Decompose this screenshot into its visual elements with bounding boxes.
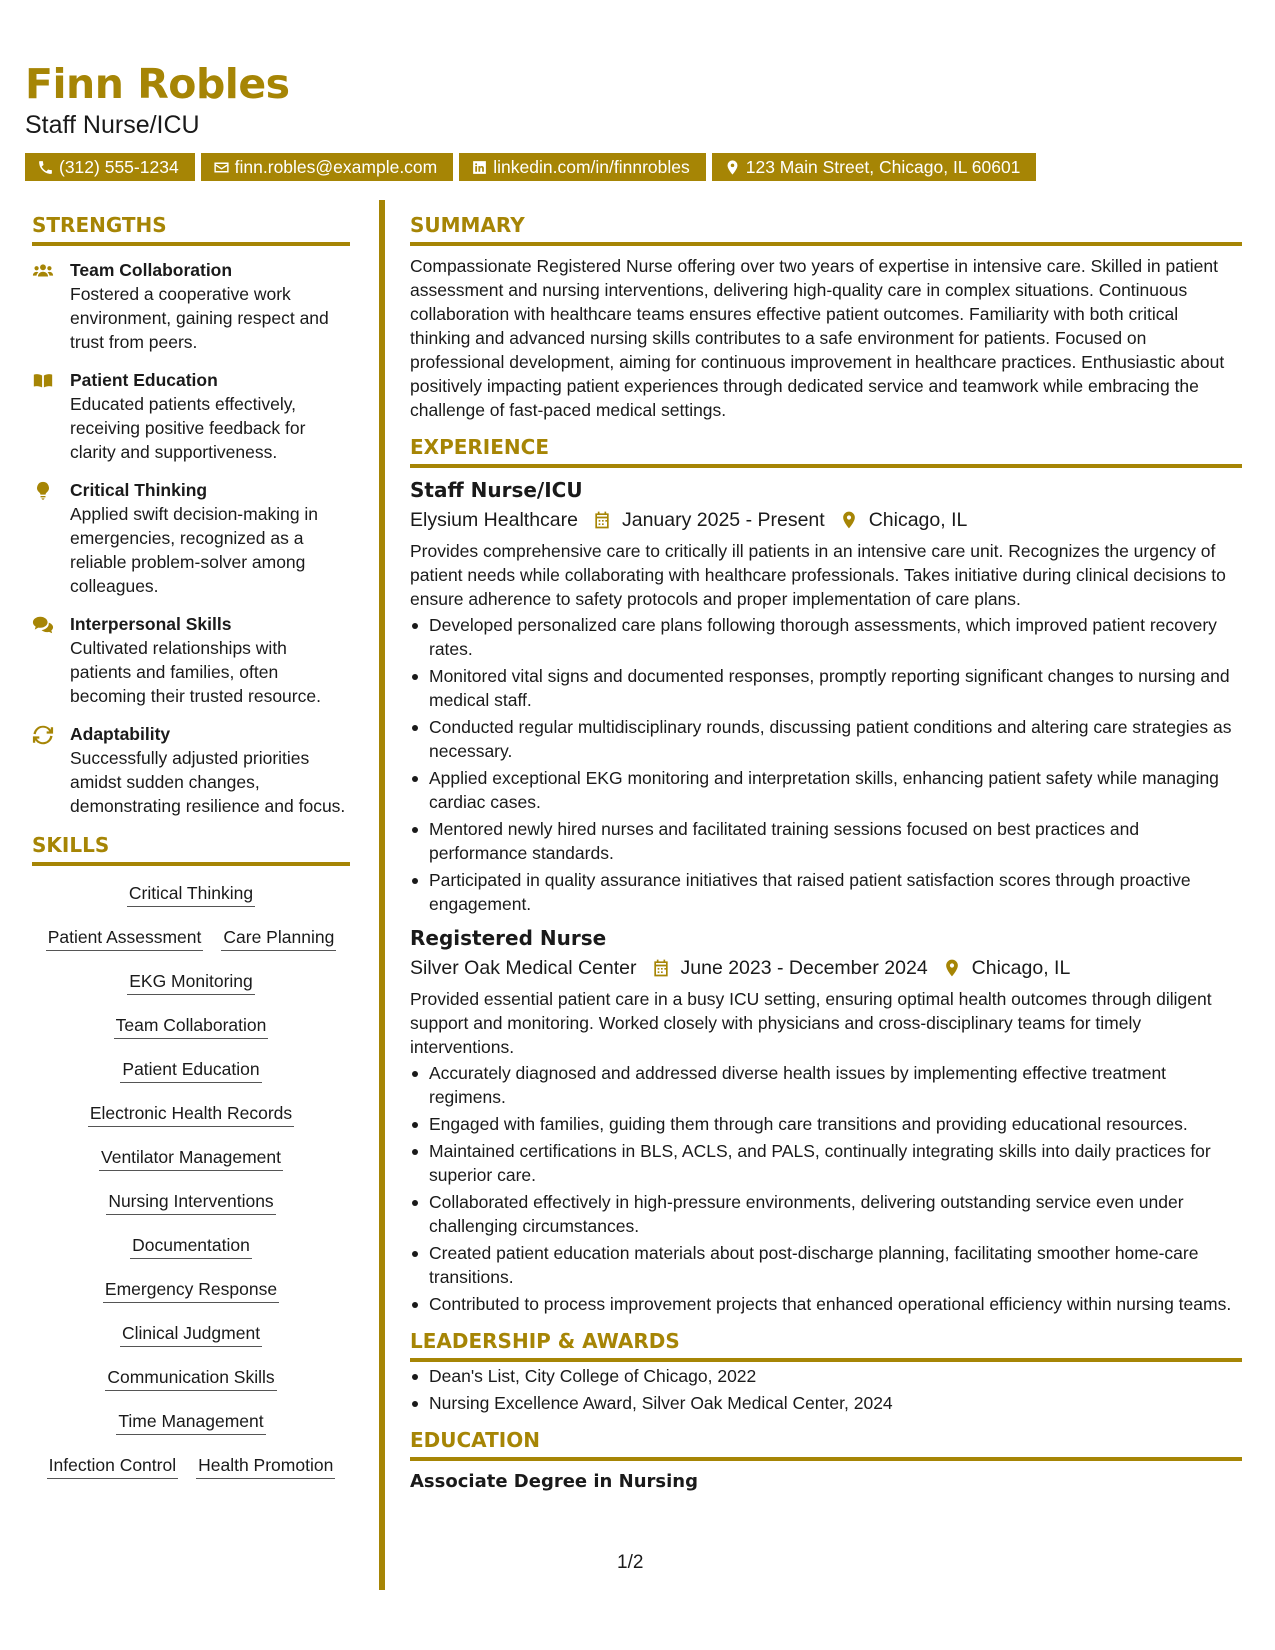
skill-tag: Team Collaboration [114, 1014, 269, 1039]
contact-address-text: 123 Main Street, Chicago, IL 60601 [745, 156, 1021, 177]
strength-desc: Applied swift decision-making in emergencies, recognized as a reliable problem-solver among colleagues. [70, 504, 319, 596]
strength-item [32, 722, 350, 818]
job-title: Registered Nurse [410, 926, 607, 950]
book-icon [32, 370, 54, 392]
map-pin-icon [724, 159, 741, 176]
strengths-heading: STRENGTHS [32, 212, 350, 246]
calendar-icon [592, 510, 612, 530]
achievement-item: Participated in quality assurance initiatives that raised patient satisfaction scores through proactive engagement. [410, 868, 1242, 916]
skill-tag: Electronic Health Records [88, 1102, 294, 1127]
candidate-title: Staff Nurse/ICU [25, 111, 200, 139]
achievement-item: Accurately diagnosed and addressed diverse health issues by implementing effective treatment regimens. [410, 1061, 1242, 1109]
achievement-item: Conducted regular multidisciplinary rounds, discussing patient conditions and altering care strategies as necessary. [410, 715, 1242, 763]
right-column [410, 212, 1242, 1495]
education-heading: EDUCATION [410, 1427, 1242, 1461]
contact-linkedin-text: linkedin.com/in/finnrobles [493, 156, 690, 177]
skills-heading: SKILLS [32, 832, 350, 866]
job-company: Elysium Healthcare [410, 509, 578, 531]
strength-item [32, 368, 350, 464]
summary-text: Compassionate Registered Nurse offering over two years of expertise in intensive care. Skilled in patient assessment and nursing interventions, delivering high-quality care in complex situations. Continuous collaboration with healthcare teams ensures effective patient outcomes. Familiarity with both critical thinking and advanced nursing skills contributes to a safe environment for patients. Focused on professional development, aiming for continuous improvement in healthcare practices. Enthusiastic about positively impacting patient experiences through dedicated service and teamwork while embracing the challenge of fast-paced medical settings. [410, 256, 1225, 420]
achievement-item: Mentored newly hired nurses and facilitated training sessions focused on best practices and performance standards. [410, 817, 1242, 865]
job-dates: June 2023 - December 2024 [680, 957, 928, 979]
skill-tag: EKG Monitoring [127, 970, 255, 995]
candidate-name: Finn Robles [25, 60, 290, 108]
job-achievements [410, 1061, 1242, 1316]
job-description: Provides comprehensive care to critically ill patients in an intensive care unit. Recognizes the urgency of patient needs while collaborating with healthcare professionals. Takes initiative during clinical decisions to ensure adherence to safety protocols and proper implementation of care plans. [410, 541, 1226, 609]
resume-header [25, 60, 1245, 181]
column-divider [379, 200, 385, 1590]
job-location: Chicago, IL [868, 509, 968, 531]
strengths-list [32, 258, 350, 818]
education-degree: Associate Degree in Nursing [410, 1471, 698, 1492]
skill-tag: Patient Assessment [46, 926, 204, 951]
award-item: Dean's List, City College of Chicago, 2022 [410, 1364, 1242, 1388]
achievement-item: Engaged with families, guiding them through care transitions and providing educational resources. [410, 1112, 1242, 1136]
achievement-item: Collaborated effectively in high-pressure environments, delivering outstanding service even under challenging circumstances. [410, 1190, 1242, 1238]
contact-phone-text: (312) 555-1234 [59, 156, 179, 177]
page-number: 1/2 [617, 1552, 644, 1573]
job-company: Silver Oak Medical Center [410, 957, 637, 979]
job-achievements [410, 613, 1242, 916]
strength-title: Adaptability [70, 724, 171, 744]
awards-list [410, 1364, 1242, 1415]
strength-desc: Fostered a cooperative work environment, gaining respect and trust from peers. [70, 284, 329, 352]
strength-title: Interpersonal Skills [70, 614, 232, 634]
skill-tag: Documentation [130, 1234, 252, 1259]
skill-tag: Clinical Judgment [120, 1322, 262, 1347]
strength-item [32, 258, 350, 354]
strength-title: Critical Thinking [70, 480, 208, 500]
achievement-item: Monitored vital signs and documented responses, promptly reporting significant changes to nursing and medical staff. [410, 664, 1242, 712]
skills-list [32, 882, 350, 1479]
strength-desc: Educated patients effectively, receiving positive feedback for clarity and supportiveness. [70, 394, 306, 462]
job-meta [410, 953, 1242, 983]
strength-desc: Cultivated relationships with patients and families, often becoming their trusted resource. [70, 638, 321, 706]
skill-tag: Emergency Response [103, 1278, 279, 1303]
achievement-item: Applied exceptional EKG monitoring and interpretation skills, enhancing patient safety while managing cardiac cases. [410, 766, 1242, 814]
skill-tag: Health Promotion [196, 1454, 335, 1479]
summary-heading: SUMMARY [410, 212, 1242, 246]
contact-phone[interactable] [25, 153, 195, 181]
contact-linkedin[interactable] [459, 153, 706, 181]
envelope-icon [213, 159, 230, 176]
comments-icon [32, 614, 54, 636]
job-description: Provided essential patient care in a busy ICU setting, ensuring optimal health outcomes through diligent support and monitoring. Worked closely with physicians and cross-disciplinary teams for timely interventions. [410, 989, 1212, 1057]
job-title: Staff Nurse/ICU [410, 478, 583, 502]
contact-bar [25, 153, 1245, 181]
achievement-item: Contributed to process improvement projects that enhanced operational efficiency within nursing teams. [410, 1292, 1242, 1316]
linkedin-icon [471, 159, 488, 176]
contact-email-text: finn.robles@example.com [234, 156, 438, 177]
skill-tag: Ventilator Management [99, 1146, 283, 1171]
experience-heading: EXPERIENCE [410, 434, 1242, 468]
skill-tag: Nursing Interventions [106, 1190, 275, 1215]
job-dates: January 2025 - Present [621, 509, 825, 531]
skill-tag: Communication Skills [105, 1366, 276, 1391]
achievement-item: Created patient education materials about post-discharge planning, facilitating smoother home-care transitions. [410, 1241, 1242, 1289]
award-item: Nursing Excellence Award, Silver Oak Medical Center, 2024 [410, 1391, 1242, 1415]
left-column [32, 212, 350, 1479]
strength-title: Patient Education [70, 370, 218, 390]
map-pin-icon [839, 510, 859, 530]
map-pin-icon [942, 958, 962, 978]
strength-item [32, 612, 350, 708]
job-entry [410, 924, 1242, 1316]
users-icon [32, 260, 54, 282]
lightbulb-icon [32, 480, 54, 502]
contact-email[interactable] [201, 153, 454, 181]
skill-tag: Care Planning [221, 926, 336, 951]
skill-tag: Time Management [116, 1410, 265, 1435]
job-entry [410, 476, 1242, 916]
sync-icon [32, 724, 54, 746]
contact-address [712, 153, 1037, 181]
strength-desc: Successfully adjusted priorities amidst sudden changes, demonstrating resilience and focus. [70, 748, 346, 816]
achievement-item: Developed personalized care plans following thorough assessments, which improved patient recovery rates. [410, 613, 1242, 661]
job-location: Chicago, IL [971, 957, 1071, 979]
achievement-item: Maintained certifications in BLS, ACLS, and PALS, continually integrating skills into daily practices for superior care. [410, 1139, 1242, 1187]
phone-icon [37, 159, 54, 176]
skill-tag: Critical Thinking [127, 882, 255, 907]
job-meta [410, 505, 1242, 535]
calendar-icon [651, 958, 671, 978]
skill-tag: Patient Education [120, 1058, 261, 1083]
strength-title: Team Collaboration [70, 260, 233, 280]
awards-heading: LEADERSHIP & AWARDS [410, 1328, 1242, 1362]
strength-item [32, 478, 350, 598]
skill-tag: Infection Control [47, 1454, 178, 1479]
